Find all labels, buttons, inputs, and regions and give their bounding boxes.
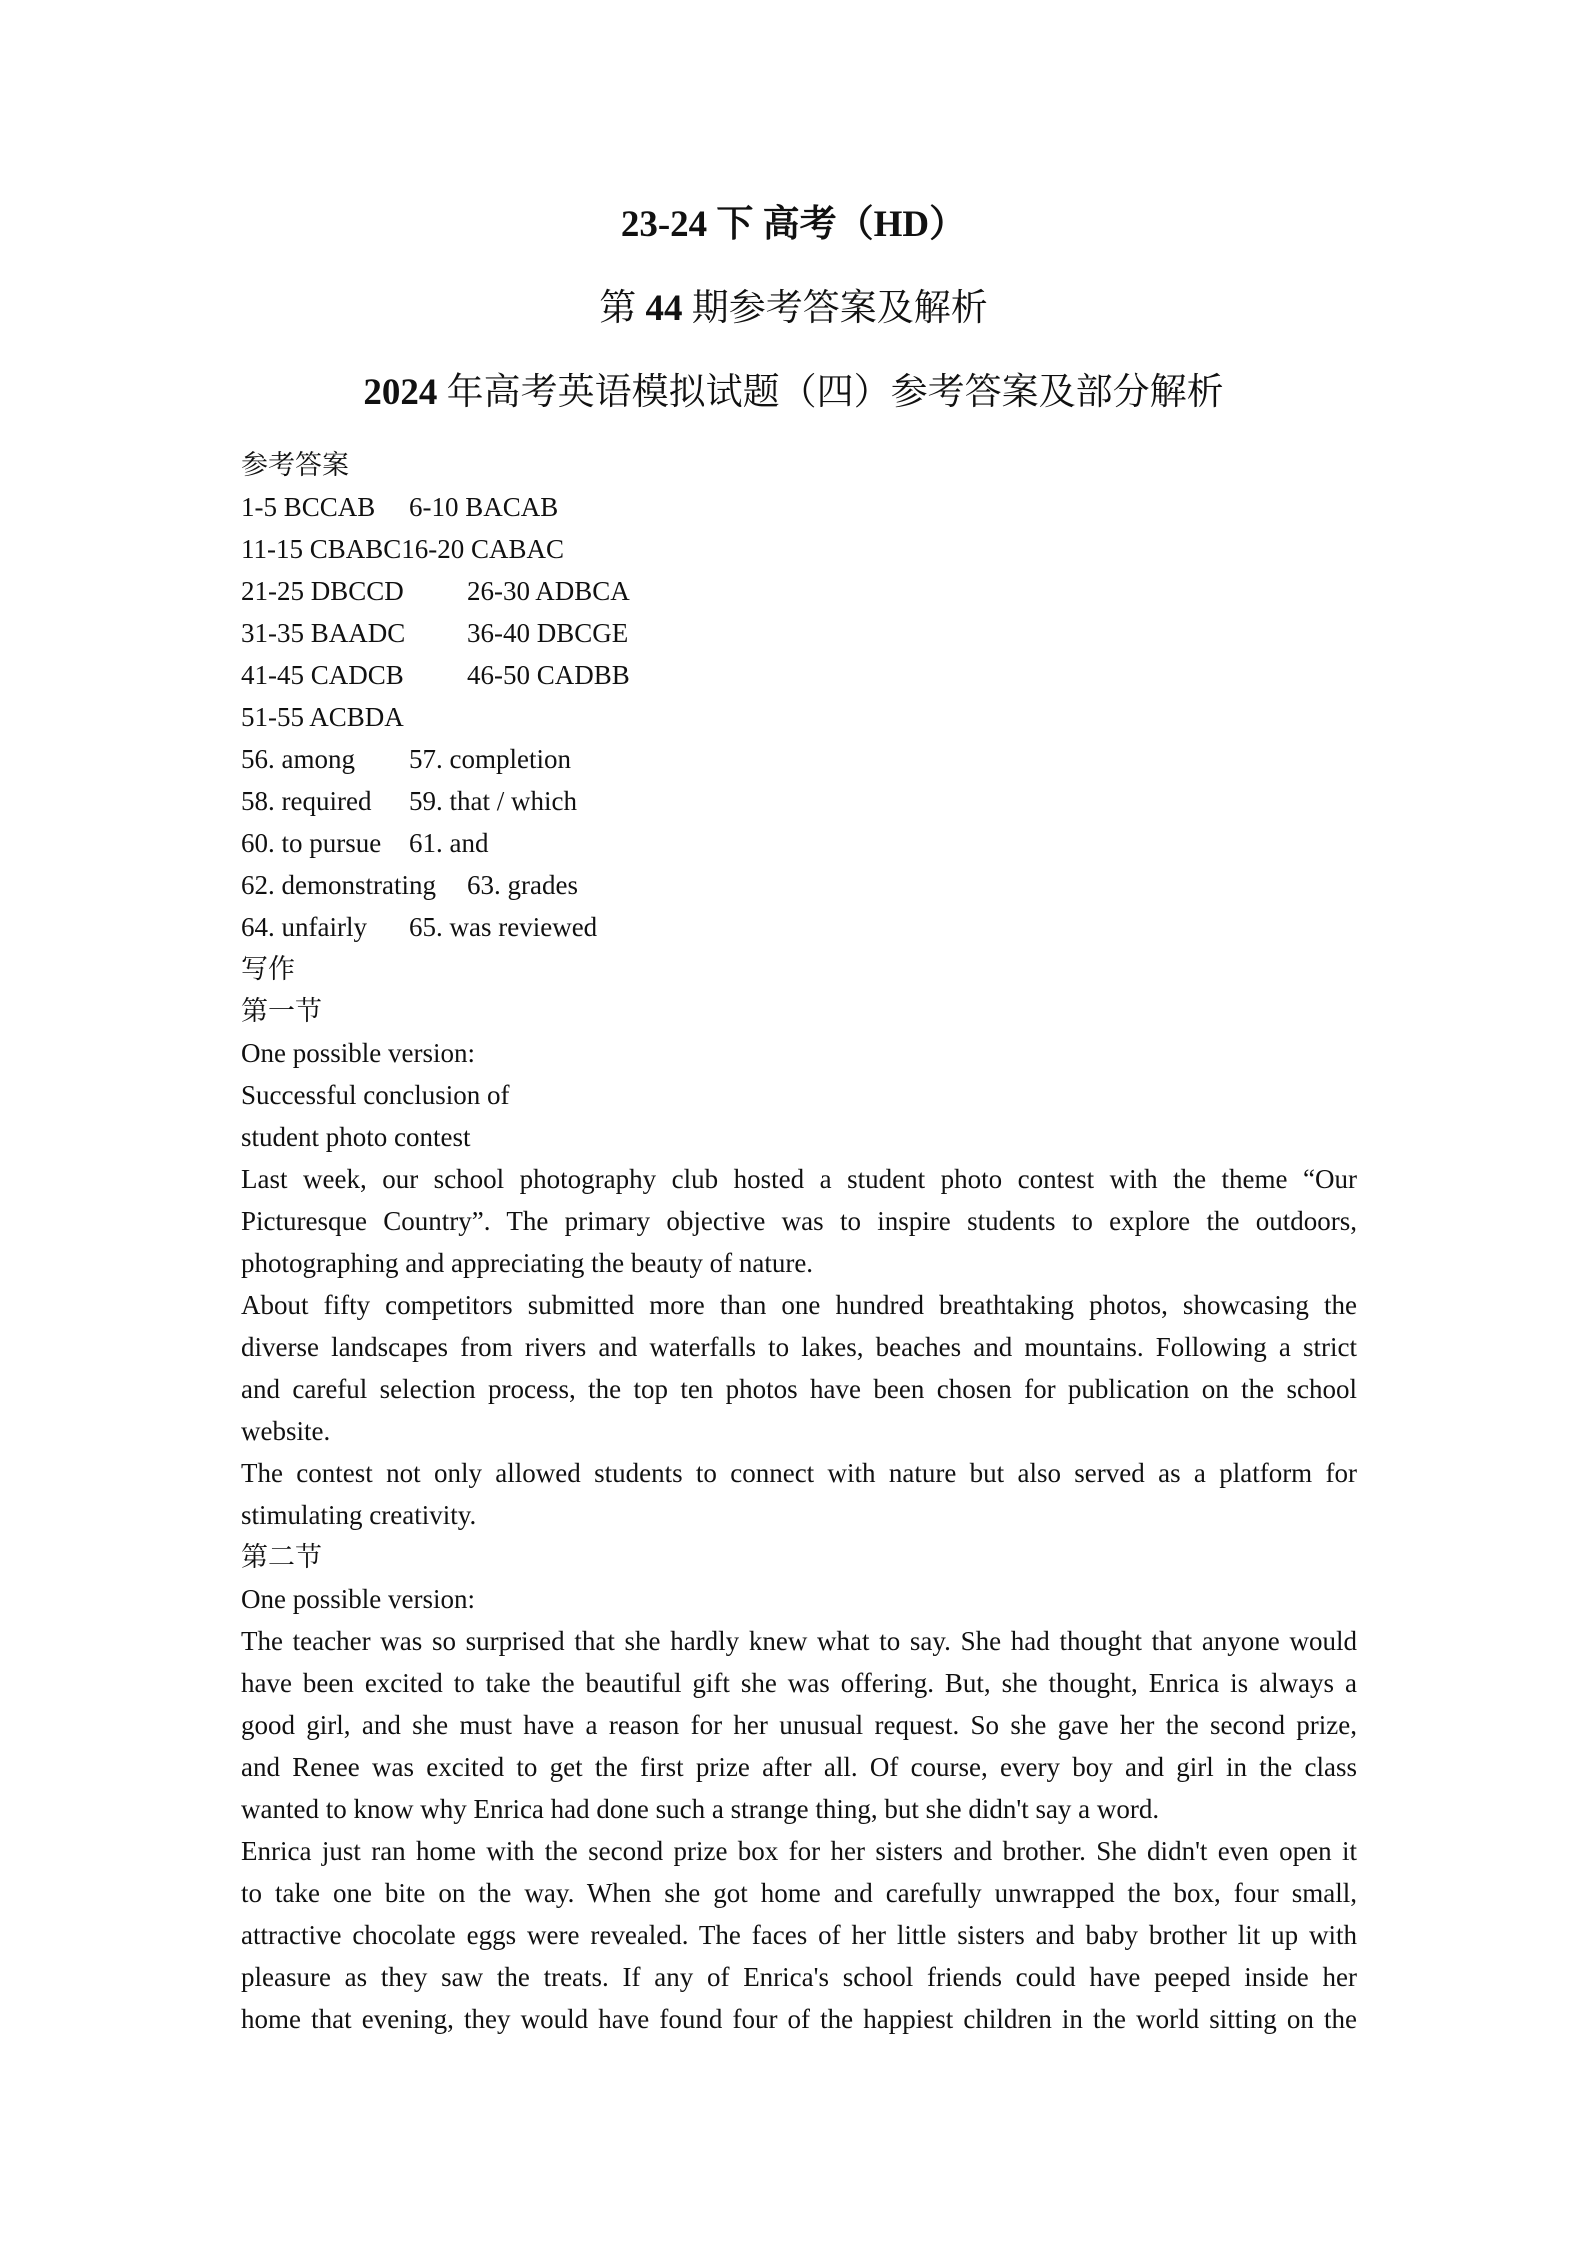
fill-row: 56. among 57. completion	[241, 744, 571, 774]
answer-row: 21-25 DBCCD 26-30 ADBCA	[241, 576, 630, 606]
section2-paragraph-2: Enrica just ran home with the second prize box for her sisters and brother. She didn't even open it to take one bite on the way. When she got home and carefully unwrapped the box, four small, attractive chocolate eggs were revealed. The faces of her little sisters and baby brother lit up with pleasure as they saw the treats. If any of Enrica's school friends could have peeped inside her home that evening, they would have found four of the happiest children in the world sitting on the	[241, 1836, 1357, 2034]
answers-heading: 参考答案	[241, 450, 349, 480]
answer-row: 51-55 ACBDA	[241, 702, 404, 732]
document-body	[241, 444, 1357, 2040]
section2-intro: One possible version:	[241, 1584, 475, 1614]
title-line-2: 第 44 期参考答案及解析	[599, 288, 988, 329]
answer-row: 1-5 BCCAB 6-10 BACAB	[241, 492, 559, 522]
section1-intro: One possible version:	[241, 1038, 475, 1068]
writing-heading: 写作	[241, 954, 295, 984]
answer-row: 11-15 CBABC16-20 CABAC	[241, 534, 565, 564]
section1-paragraph-2: About fifty competitors submitted more than one hundred breathtaking photos, showcasing the diverse landscapes from rivers and waterfalls to lakes, beaches and mountains. Following a strict and careful selection process, the top ten photos have been chosen for publication on the school website.	[241, 1290, 1357, 1446]
title-line-3: 2024 年高考英语模拟试题（四）参考答案及部分解析	[363, 372, 1224, 413]
fill-row: 64. unfairly 65. was reviewed	[241, 912, 598, 942]
section1-paragraph-1: Last week, our school photography club hosted a student photo contest with the theme “Our Picturesque Country”. The primary objective was to inspire students to explore the outdoors, photographing and appreciating the beauty of nature.	[241, 1164, 1357, 1278]
fill-row: 58. required 59. that / which	[241, 786, 577, 816]
section1-paragraph-3: The contest not only allowed students to connect with nature but also served as a platform for stimulating creativity.	[241, 1458, 1357, 1530]
section2-paragraph-1: The teacher was so surprised that she hardly knew what to say. She had thought that anyone would have been excited to take the beautiful gift she was offering. But, she thought, Enrica is always a good girl, and she must have a reason for her unusual request. So she gave her the second prize, and Renee was excited to get the first prize after all. Of course, every boy and girl in the class wanted to know why Enrica had done such a strange thing, but she didn't say a word.	[241, 1626, 1357, 1824]
title-block	[0, 205, 1587, 413]
title-line-1: 23-24 下 高考（HD）	[620, 204, 967, 245]
answer-row: 31-35 BAADC 36-40 DBCGE	[241, 618, 629, 648]
section1-heading: 第一节	[241, 996, 322, 1026]
essay-title-line-2: student photo contest	[241, 1122, 471, 1152]
answer-row: 41-45 CADCB 46-50 CADBB	[241, 660, 630, 690]
fill-row: 62. demonstrating 63. grades	[241, 870, 578, 900]
essay-title-line-1: Successful conclusion of	[241, 1080, 510, 1110]
section2-heading: 第二节	[241, 1542, 322, 1572]
fill-row: 60. to pursue 61. and	[241, 828, 489, 858]
